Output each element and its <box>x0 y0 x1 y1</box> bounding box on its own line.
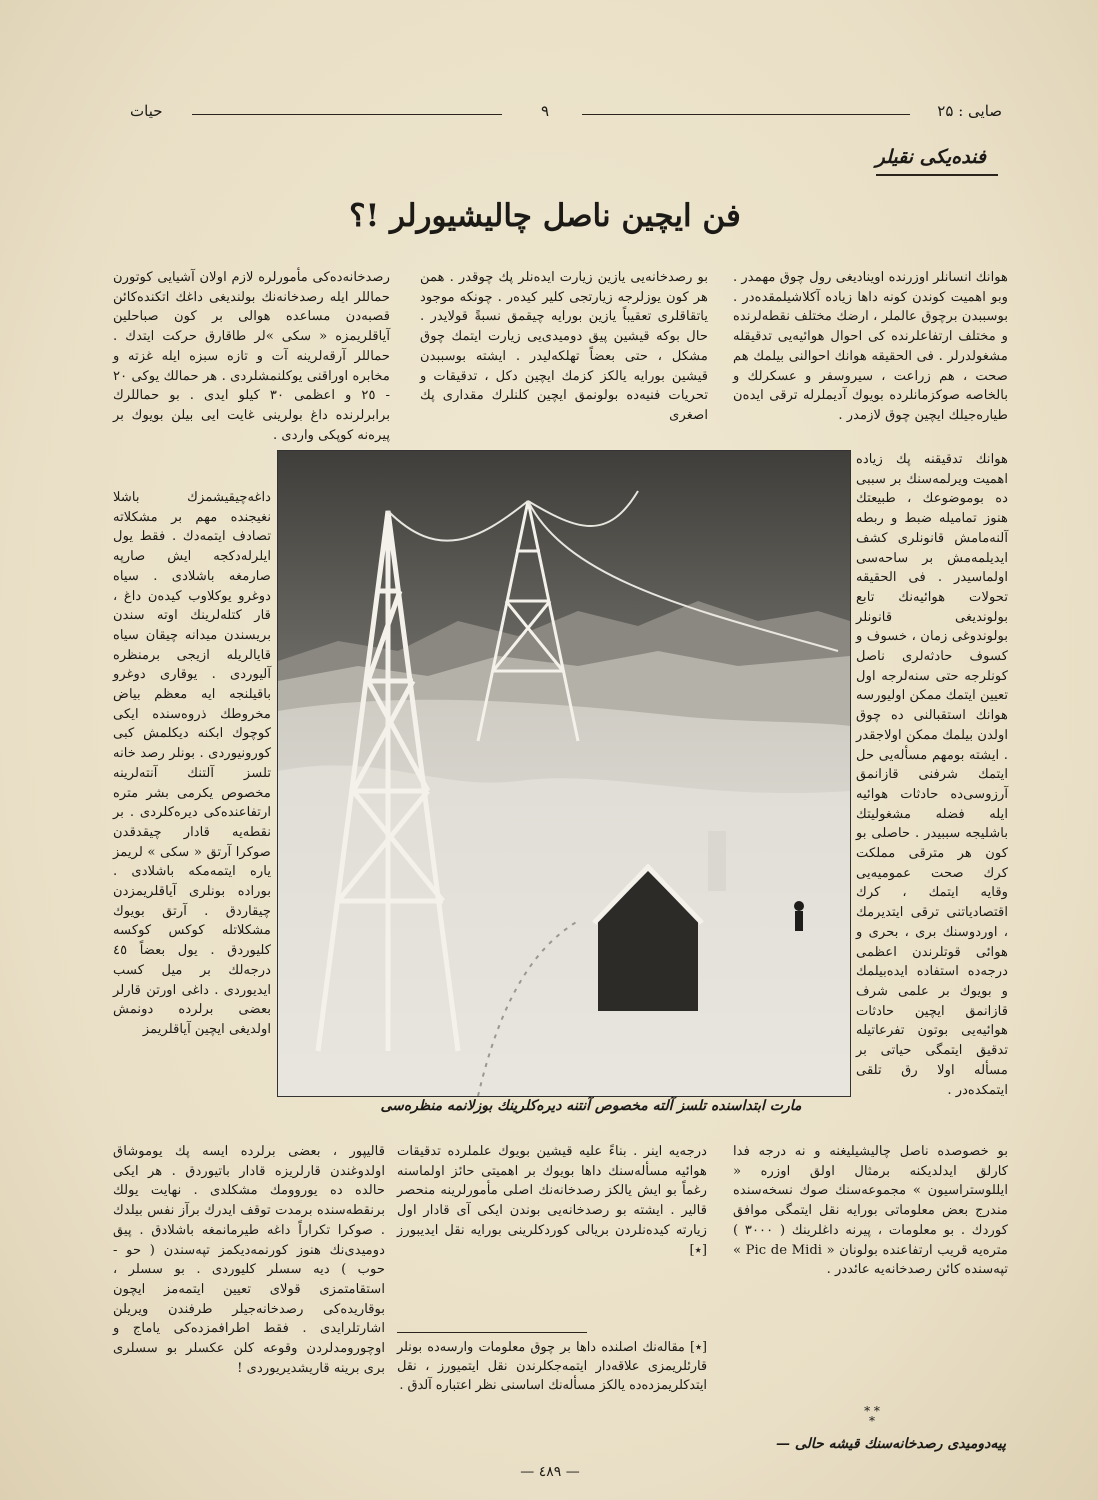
paragraph-middle-bottom: درجه‌یه اینر . بناءً علیه قیشین بویوك علملرده تدقیقات هوائیه مسأله‌سنك داها بویوك بر اهمیتی حائز اولماسنه رغماً بو ایش یالکز رصدخانه‌نك اصلی مأمورلرینه منحصر قالیر . ایشته بو رصدخانه‌یی بوندن ایکی آی قادار اول زیارته کیده‌نلردن بریالی کوردکلرینی بورایه نقل ایدیبورز [٭] <box>397 1144 707 1258</box>
footnote <box>397 1338 707 1395</box>
paragraph-left-bottom: قالیپور ، بعضی برلرده ایسه پك یوموشاق اولدوغندن قارلریزه قادار باتیوردق . هر ایکی حالده ده یوروومك مشکلدی . نهایت یولك برنقطه‌سنده برمدت توقف ایدرك برآز نفس بیلدك . صوکرا تکراراً داغه طیرمانمغه باشلادق . پیق دومیدی‌نك هنوز کورنمه‌دیکمز تپه‌سندن ( حو - حوب ) دیه سسلر کلیوردی . بو سسلر ، استقامتمزی قولای تعیین ایتمه‌مز ایچون بوقاریده‌کی رصدخانه‌جیلر طرفندن ویریلن اشارتلرایدی . فقط اطرافمزده‌کی یاماج و اوچورومدلردن وقوعه کلن عکسلر بو سسلری بری برینه قاریشدیریوردی ! <box>113 1144 385 1376</box>
footnote-text: [٭] مقاله‌نك اصلنده داها بر چوق معلومات وارسه‌ده بونلر قارئلریمزی علاقه‌دار ایتمه‌جکلرندن نقل ایتمیورز ، نقل ایتدکلریمزده‌ده یالکز مسأله‌نك اساسنی نظر اعتباره آلدق . <box>397 1340 707 1393</box>
column-middle-bottom <box>397 1142 707 1260</box>
paragraph-middle-top: بو رصدخانه‌یی یازین زیارت ایده‌نلر پك چوقدر . همن هر کون یوزلرجه زیارتجی کلیر کیده‌ر . چونکه موجود یاتقاقلری تعقیباً یازین بورایه چیقمق نسبةً قولایدر . حال بوکه قیشین پیق دومیدی‌یی زیارت ایتمك چوق مشکل ، حتی بعضاً تهلکه‌لیدر . ایشته بوسببدن قیشین بورایه یالکز کزمك ایچین دکل ، تدقیقات و تحریات فنیه‌ده بولونمق ایچین کلنلرك مقداری پك اصغری <box>420 270 708 423</box>
paragraph-right-side: هوانك تدقیقنه پك زیاده اهمیت ویرلمه‌سنك بر سببی ده بوموضوعك ، طبیعتك هنوز تماميله ضبط و ربطه آلنه‌مامش قانونلری کشف ایدیلمه‌مش بر ساحه‌سی اولماسیدر . فی الحقیقه تحولات هوائیه‌نك تابع بولوندیغی قانونلر بولوندوغی زمان ، خسوف و کسوف حادثه‌لری ناصل کونلرجه حتی سنه‌لرجه اول تعیین ایتمك ممکن اولیورسه هوانك استقبالنی ده چوق اولدن بیلمك ممکن اولاجقدر . ایشته بومهم مسأله‌یی حل ایتمك شرفنی قازانمق آرزوسی‌ده حادثات هوائیه ایله فضله مشغولیتك باشلیجه سببیدر . حاصلی بو کون هر مترقی مملکت کرك صحت عمومیه‌یی وقایه ایتمك ، کرك اقتصادیاتنی ترقی ایتدیرمك ، اوردوسنك بری ، بحری و هوائی قوتلرندن اعظمی درجه‌ده استفاده ایده‌بیلمك و بویوك بر علمی شرف قازانمق ایچین حادثات هوائیه‌یی بوتون تفرعاتیله تدقیق ایتمگی حیاتی بر مسأله اولا رق تلقی ایتمکده‌در . <box>856 452 1008 1098</box>
column-right-top <box>733 268 1008 426</box>
paragraph-right-top: هوانك انسانلر اوزرنده اویناديغى رول چوق مهمدر . وبو اهمیت کوندن کونه داها زیاده آکلاشیلمقده‌در . بوسببدن برچوق عالملر ، ارضك مختلف نقطه‌لرنده و مختلف ارتفاعلرنده کی احوال هوائیه‌یی تدقیقله مشغولدرلر . فی الحقیقه هوانك احوالنی بیلمك هم صحت ، هم زراعت ، سیروسفر و عسکرلك و بالخاصه صوکزمانلرده بویوك آدیملرله ترقی ایده‌ن طیاره‌جیلك ایچین چوق لازمدر . <box>733 270 1008 423</box>
column-left-top <box>113 268 390 445</box>
column-middle-top <box>420 268 708 426</box>
section-underline <box>876 174 998 176</box>
column-right-bottom <box>733 1142 1008 1280</box>
header-rule-left <box>192 114 502 115</box>
column-left-bottom <box>113 1142 385 1378</box>
photo-antenna-towers <box>277 450 851 1097</box>
photo-caption: مارت ابتداسنده تلسز آلته مخصوص آنتنه دیره‌کلرینك بوزلانمه منظره‌سی <box>380 1098 802 1114</box>
section-label: فنده‌یکی نقیلر <box>875 146 986 168</box>
column-left-side <box>113 488 271 1040</box>
next-article-subtitle: پیه‌دومیدی رصدخانه‌سنك قیشه حالی — <box>776 1436 1006 1452</box>
header-magazine-name: حیات <box>130 102 163 120</box>
separator-stars: * * * <box>864 1404 880 1428</box>
header-issue-number: صایی : ۲۵ <box>937 102 1002 120</box>
paragraph-right-bottom: بو خصوصده ناصل چالیشیلیغنه و نه درجه فدا کارلق ایدلدیکنه برمثال اولق اوزره « ایللوستراسیون » مجموعه‌سنك صوك نسخه‌سنده مندرج بعض معلوماتی بورایه نقل ایتمگی موافق کوردك . بو معلومات ، پیرنه داغلرینك ( ٣٠٠٠ ) متره‌یه قریب ارتفاعنده بولونان « Pic de Midi » تپه‌سنده کائن رصدخانه‌یه عائددر . <box>733 1144 1009 1278</box>
header-page-number: ۹ <box>540 102 550 120</box>
footnote-rule <box>397 1332 587 1333</box>
photo-illustration <box>278 451 850 1096</box>
running-header <box>130 100 1002 130</box>
page-number-footer: — ٤٨٩ — <box>520 1464 580 1480</box>
header-rule-right <box>582 114 910 115</box>
paragraph-left-top: رصدخانه‌ده‌کی مأمورلره لازم اولان آشیایی کوتورن حماللر ایله رصدخانه‌نك بولندیغی داغك اتکنده‌کائن قصبه‌دن مساعده هوالی بر کون صباحلین آیاقلریمزه « سکی »لر طاقارق حرکت ایتدك . حماللر آرقه‌لرینه آت و تازه سبزه ایله غزته و مخابره اوراقنی یوکلنمشلردی . هر حمالك یوکی ٢٠ - ٢٥ و اعظمی ٣٠ کیلو ایدی . بو حماللرك برابرلرنده داغ بولرینی غایت ایی بیلن بویوك بر پیره‌نه کوپکی واردی . <box>113 270 390 443</box>
paragraph-left-side: داغه‌چیقیشمزك باشلا نغیجنده مهم بر مشکلاته تصادف ایتمه‌دك . فقط یول ایلرله‌دکجه ایش صارپه صارمغه باشلادی . سیاه دوغرو یوکلاوب کیده‌ن داغ ، قار کتله‌لرینك اوته سندن بریسندن میدانه چیقان سیاه قایالریله ازیجی برمنظره آلیوردی . یوقاری دوغرو باقیلنجه ایه معظم بیاض مخروطك ذروه‌سنده ایکی کوچوك ابکنه دیکلمش کبی کورونیوردی . بونلر رصد خانه تلسز آلتنك آنته‌لرینه مخصوص یکرمی بشر متره ارتفاعنده‌کی دیره‌کلردی . بر نقطه‌یه قادار چیقدقدن صوکرا آرتق « سکی » لریمز یاره ایتمه‌مکه باشلادی . بوراده بونلری آیاقلریمزدن چیقاردق . آرتق بویوك مشکلاتله کوکس کوکسه کلیوردق . یول بعضاً ٤٥ درجه‌لك بر میل کسب ایدیوردی . داغی اورتن قارلر بعضی برلرده دونمش اولدیغی ایچین آیاقلریمز <box>113 490 271 1037</box>
article-headline: فن ایچین ناصل چالیشیورلر !؟ <box>349 198 741 234</box>
column-right-side <box>856 450 1008 1100</box>
